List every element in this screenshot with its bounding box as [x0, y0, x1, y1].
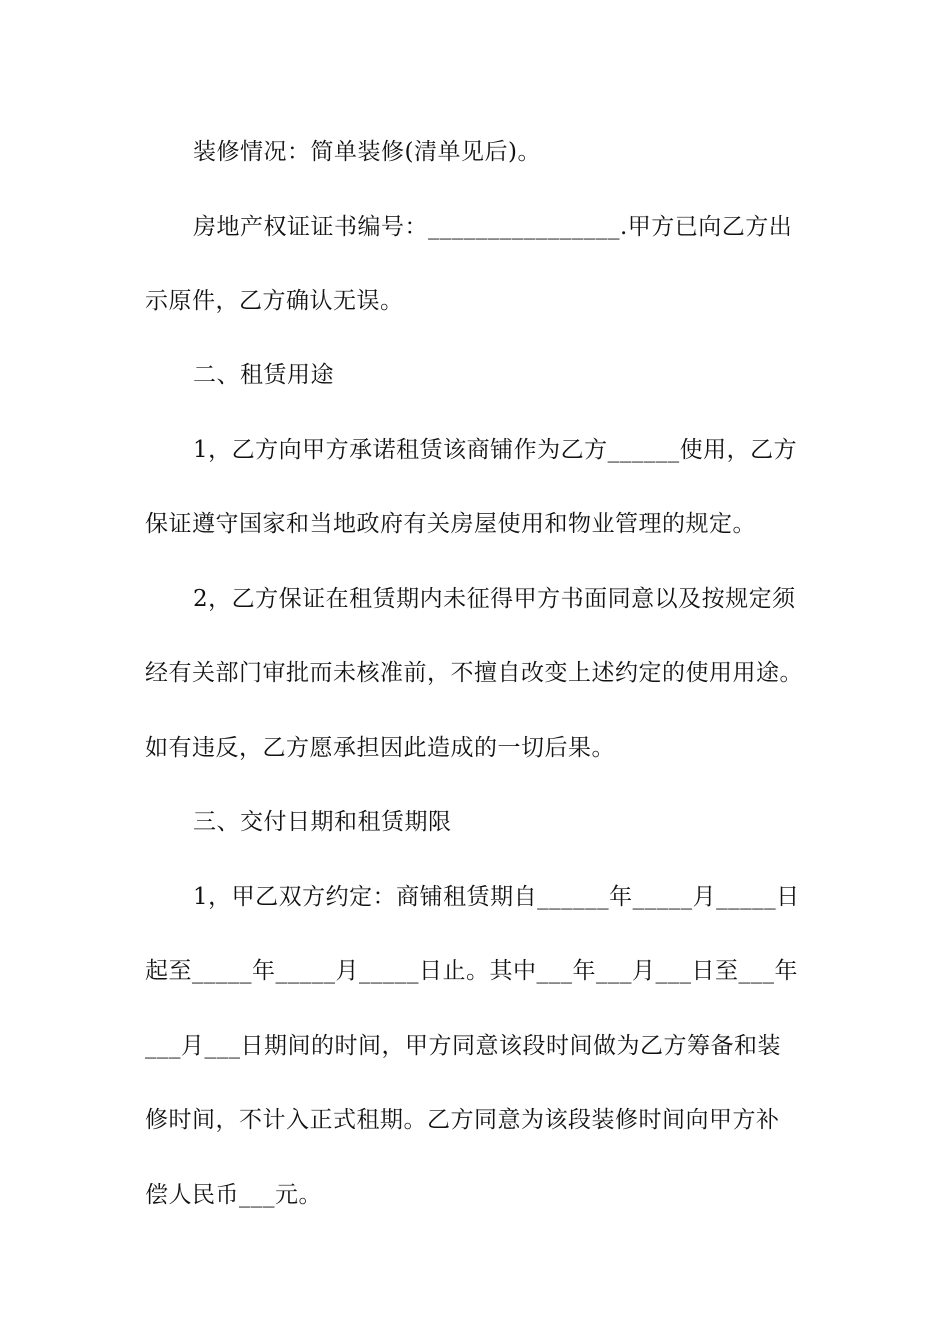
clause-2-1-line-2: 保证遵守国家和当地政府有关房屋使用和物业管理的规定。	[145, 511, 756, 537]
clause-2-2-line-2: 经有关部门审批而未核准前，不擅自改变上述约定的使用用途。	[145, 660, 803, 686]
clause-2-2-line-3: 如有违反，乙方愿承担因此造成的一切后果。	[145, 735, 615, 761]
clause-3-1-line-4: 修时间，不计入正式租期。乙方同意为该段装修时间向甲方补	[145, 1107, 780, 1133]
original-shown-line: 示原件，乙方确认无误。	[145, 288, 404, 314]
clause-2-1-line-1: 1，乙方向甲方承诺租赁该商铺作为乙方______使用，乙方	[193, 437, 798, 463]
decoration-status-line: 装修情况：简单装修(清单见后)。	[193, 139, 541, 165]
clause-3-1-line-2: 起至_____年_____月_____日止。其中___年___月___日至___年	[145, 958, 798, 984]
clause-3-1-line-1: 1，甲乙双方约定：商铺租赁期自______年_____月_____日	[193, 884, 800, 910]
section-heading-delivery-term: 三、交付日期和租赁期限	[193, 809, 452, 835]
clause-3-1-line-5: 偿人民币___元。	[145, 1182, 322, 1208]
section-heading-lease-purpose: 二、租赁用途	[193, 362, 334, 388]
property-certificate-line: 房地产权证证书编号：________________.甲方已向乙方出	[193, 214, 793, 240]
clause-2-2-line-1: 2，乙方保证在租赁期内未征得甲方书面同意以及按规定须	[193, 586, 796, 612]
clause-3-1-line-3: ___月___日期间的时间，甲方同意该段时间做为乙方筹备和装	[145, 1033, 781, 1059]
